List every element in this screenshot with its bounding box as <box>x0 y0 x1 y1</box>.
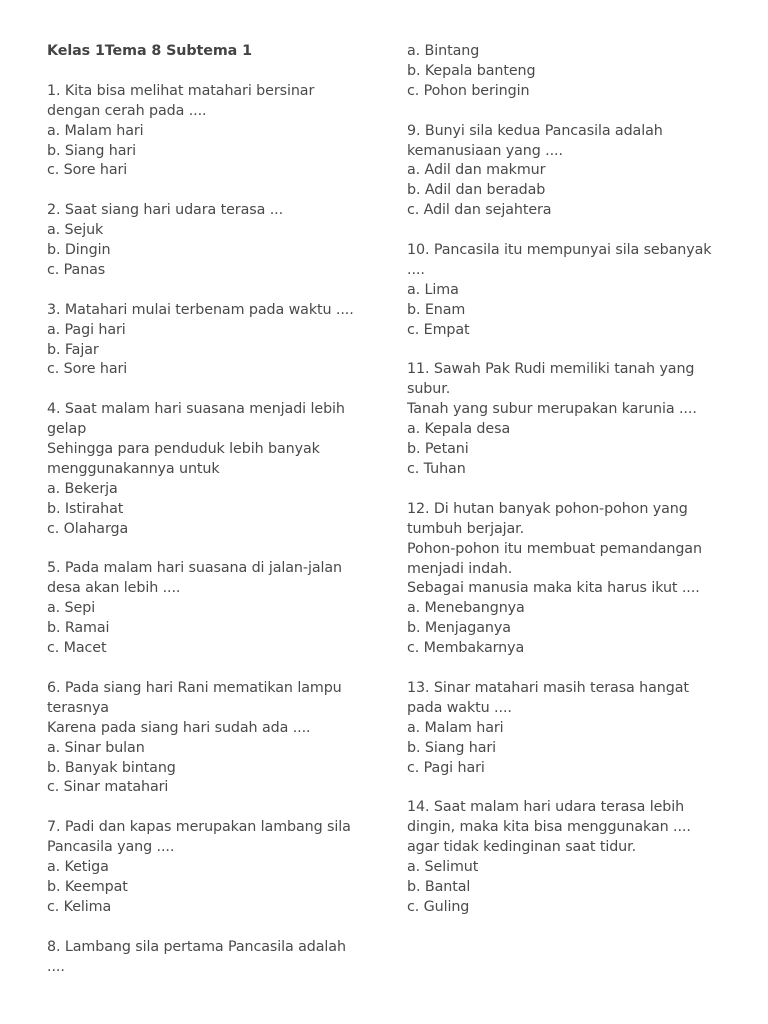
question-text: 1. Kita bisa melihat matahari bersinar <box>47 82 315 99</box>
question-text: Sehingga para penduduk lebih banyak <box>47 441 320 458</box>
question-text: dingin, maka kita bisa menggunakan .... <box>407 819 691 836</box>
answer-option: b. Menjaganya <box>407 620 511 637</box>
question-block <box>47 679 367 798</box>
question-block <box>407 241 727 341</box>
answer-option: c. Sore hari <box>47 162 128 179</box>
question-block <box>47 201 367 281</box>
question-block <box>407 500 727 659</box>
question-text: tumbuh berjajar. <box>407 520 525 537</box>
question-text: Tanah yang subur merupakan karunia .... <box>407 401 697 418</box>
question-block <box>47 559 367 659</box>
question-text: agar tidak kedinginan saat tidur. <box>407 839 637 856</box>
question-text: 14. Saat malam hari udara terasa lebih <box>407 799 685 816</box>
answer-option: a. Pagi hari <box>47 321 126 338</box>
question-text: .... <box>47 958 65 975</box>
question-text: Karena pada siang hari sudah ada .... <box>47 719 311 736</box>
question-text: 5. Pada malam hari suasana di jalan-jalan <box>47 560 342 577</box>
answer-option: c. Adil dan sejahtera <box>407 202 552 219</box>
answer-option: b. Ramai <box>47 620 110 637</box>
answer-option: c. Olaharga <box>47 520 129 537</box>
answer-option: a. Selimut <box>407 859 479 876</box>
answer-option: c. Tuhan <box>407 460 466 477</box>
answer-option: c. Pagi hari <box>407 759 485 776</box>
question-block <box>47 82 367 182</box>
answer-option: a. Lima <box>407 281 459 298</box>
right-question-list <box>407 42 727 918</box>
question-block <box>407 122 727 222</box>
question-text: 11. Sawah Pak Rudi memiliki tanah yang <box>407 361 695 378</box>
answer-option: b. Enam <box>407 301 466 318</box>
answer-option: b. Siang hari <box>47 142 137 159</box>
answer-option: b. Adil dan beradab <box>407 182 546 199</box>
question-block <box>407 360 727 479</box>
question-text: 7. Padi dan kapas merupakan lambang sila <box>47 819 351 836</box>
answer-option: a. Menebangnya <box>407 600 525 617</box>
answer-option: b. Banyak bintang <box>47 759 176 776</box>
answer-option: a. Sinar bulan <box>47 739 145 756</box>
answer-option: a. Bintang <box>407 43 480 59</box>
question-text: Sebagai manusia maka kita harus ikut .... <box>407 580 700 597</box>
answer-option: b. Keempat <box>47 878 128 895</box>
answer-option: a. Bekerja <box>47 480 118 497</box>
question-text: .... <box>407 261 425 278</box>
answer-option: c. Kelima <box>47 898 112 915</box>
right-column <box>407 42 727 938</box>
answer-option: c. Sore hari <box>47 361 128 378</box>
answer-option: a. Sejuk <box>47 222 104 239</box>
answer-option: b. Petani <box>407 441 469 458</box>
answer-option: b. Kepala banteng <box>407 62 536 79</box>
question-block <box>407 679 727 779</box>
question-text: Pohon-pohon itu membuat pemandangan <box>407 540 702 557</box>
answer-option: c. Macet <box>47 640 107 657</box>
answer-option: b. Bantal <box>407 878 471 895</box>
answer-option: c. Panas <box>47 261 106 278</box>
question-text: 4. Saat malam hari suasana menjadi lebih <box>47 401 345 418</box>
question-text: pada waktu .... <box>407 699 512 716</box>
question-text: gelap <box>47 421 87 438</box>
question-text: terasnya <box>47 699 109 716</box>
left-question-list <box>47 82 367 978</box>
answer-option: b. Fajar <box>47 341 99 358</box>
answer-option: c. Pohon beringin <box>407 82 530 99</box>
question-text: 8. Lambang sila pertama Pancasila adalah <box>47 938 346 955</box>
answer-option: b. Siang hari <box>407 739 497 756</box>
answer-option: a. Ketiga <box>47 859 109 876</box>
question-text: kemanusiaan yang .... <box>407 142 563 159</box>
question-text: 10. Pancasila itu mempunyai sila sebanyak <box>407 242 712 259</box>
question-text: Pancasila yang .... <box>47 839 175 856</box>
question-block <box>407 42 727 102</box>
question-block <box>47 818 367 918</box>
answer-option: a. Sepi <box>47 600 96 617</box>
answer-option: c. Guling <box>407 898 470 915</box>
answer-option: a. Malam hari <box>47 122 144 139</box>
question-block <box>47 400 367 539</box>
answer-option: b. Istirahat <box>47 500 124 517</box>
question-text: 2. Saat siang hari udara terasa ... <box>47 202 284 219</box>
question-text: desa akan lebih .... <box>47 580 181 597</box>
answer-option: b. Dingin <box>47 242 111 259</box>
answer-option: a. Kepala desa <box>407 421 511 438</box>
question-text: subur. <box>407 381 451 398</box>
answer-option: a. Malam hari <box>407 719 504 736</box>
question-text: 6. Pada siang hari Rani mematikan lampu <box>47 679 342 696</box>
answer-option: a. Adil dan makmur <box>407 162 546 179</box>
question-block <box>47 938 367 978</box>
answer-option: c. Membakarnya <box>407 640 525 657</box>
answer-option: c. Sinar matahari <box>47 779 169 796</box>
question-text: 12. Di hutan banyak pohon-pohon yang <box>407 500 688 517</box>
question-text: 9. Bunyi sila kedua Pancasila adalah <box>407 122 663 139</box>
question-text: 13. Sinar matahari masih terasa hangat <box>407 679 689 696</box>
question-block <box>407 798 727 917</box>
question-text: menjadi indah. <box>407 560 513 577</box>
document-title: Kelas 1Tema 8 Subtema 1 <box>47 43 252 59</box>
question-text: dengan cerah pada .... <box>47 102 207 119</box>
left-column <box>47 42 367 997</box>
question-block <box>47 301 367 381</box>
question-text: menggunakannya untuk <box>47 460 220 477</box>
answer-option: c. Empat <box>407 321 470 338</box>
question-text: 3. Matahari mulai terbenam pada waktu .... <box>47 301 354 318</box>
